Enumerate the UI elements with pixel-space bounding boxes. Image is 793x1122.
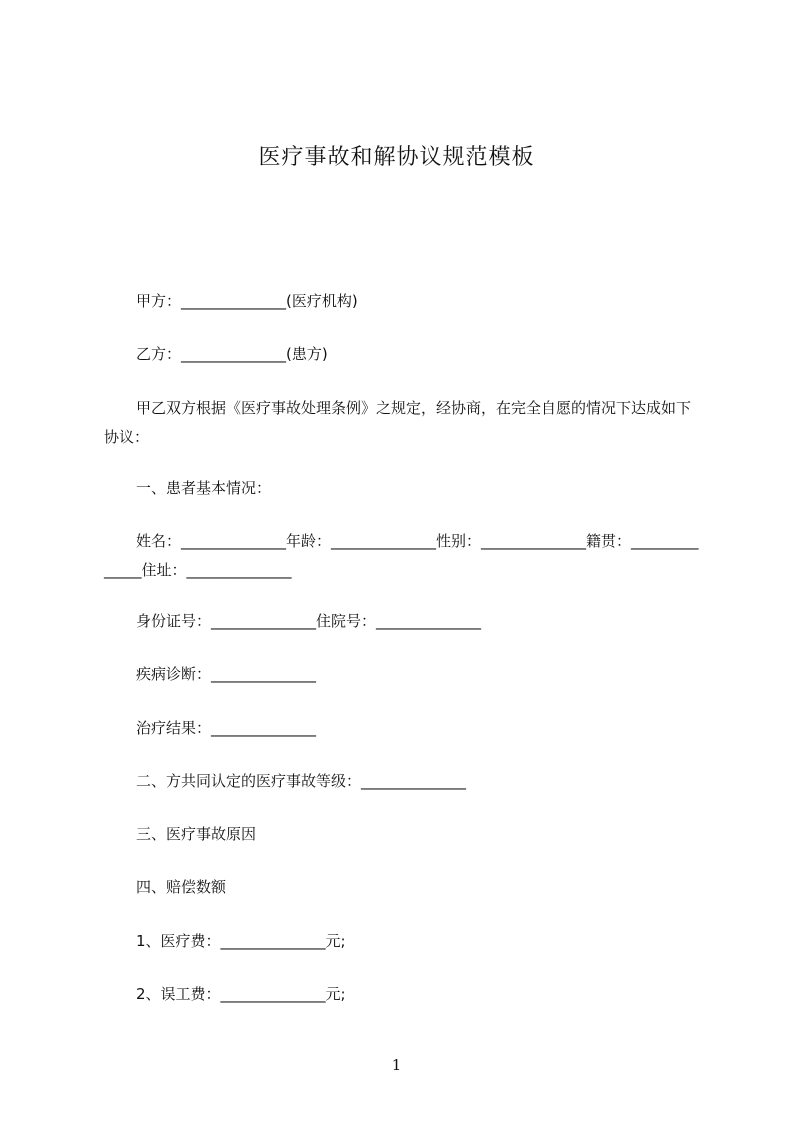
- section-3-heading: 三、医疗事故原因: [136, 825, 257, 843]
- id-number-line: 身份证号：______________住院号：______________: [136, 612, 482, 630]
- treatment-result-line: 治疗结果：______________: [136, 719, 317, 737]
- section-1-heading: 一、患者基本情况：: [136, 479, 272, 497]
- section-4-heading: 四、赔偿数额: [136, 878, 227, 896]
- intro-paragraph: 甲乙双方根据《医疗事故处理条例》之规定，经协商，在完全自愿的情况下达成如下协议：: [104, 399, 692, 446]
- page-number: 1: [391, 1056, 402, 1074]
- document-title: 医疗事故和解协议规范模板: [258, 145, 535, 170]
- compensation-item-2: 2、误工费：______________元;: [136, 985, 346, 1003]
- compensation-item-1: 1、医疗费：______________元;: [136, 932, 346, 950]
- section-2-line: 二、方共同认定的医疗事故等级：______________: [136, 772, 467, 790]
- patient-info-paragraph: 姓名：______________年龄：______________性别：______________籍贯：______________住址：______________: [104, 532, 699, 579]
- party-b-line: 乙方：______________(患方): [136, 345, 328, 363]
- party-a-line: 甲方：______________(医疗机构): [136, 292, 358, 310]
- diagnosis-line: 疾病诊断：______________: [136, 665, 317, 683]
